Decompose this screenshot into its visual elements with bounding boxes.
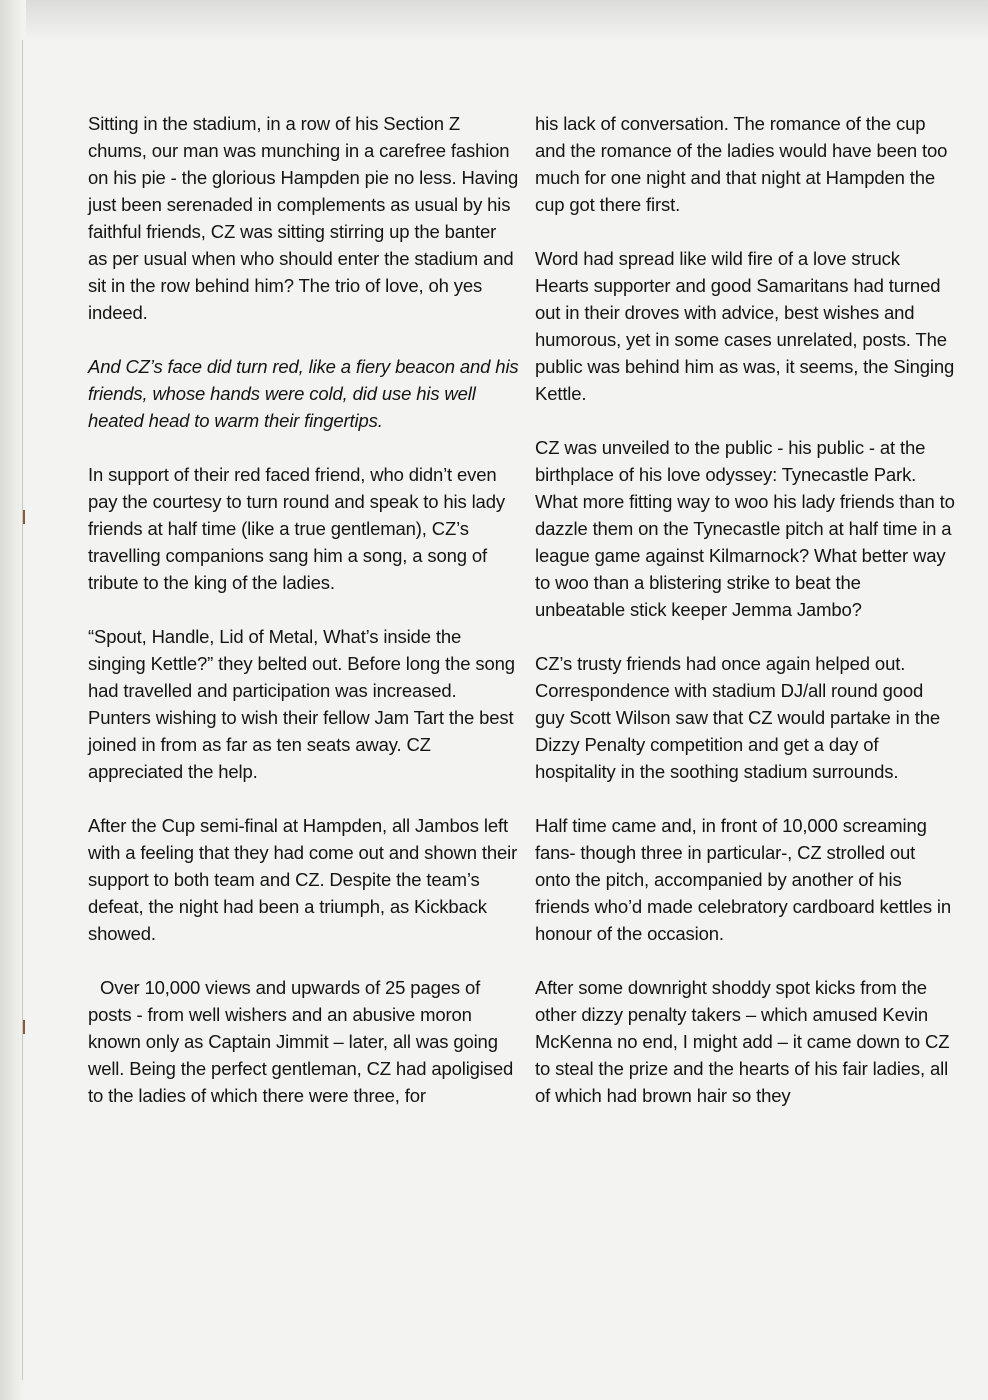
paragraph: CZ’s trusty friends had once again helped out. Correspondence with stadium DJ/all round good guy Scott Wilson saw that CZ would partake in the Dizzy Penalty competition and get a day of hospitality in the soothing stadium surrounds.: [535, 653, 940, 782]
paragraph: his lack of conversation. The romance of the cup and the romance of the ladies would have been too much for one night and that night at Hampden the cup got there first.: [535, 113, 948, 215]
gutter-fold-line: [22, 40, 23, 1380]
italic-verse: And CZ’s face did turn red, like a fiery beacon and his friends, whose hands were cold, did use his well heated head to warm their fingertips.: [88, 356, 519, 431]
binding-mark: [23, 510, 25, 524]
paragraph: In support of their red faced friend, who didn’t even pay the courtesy to turn round and speak to his lady friends at half time (like a true gentleman), CZ’s travelling companions sang him a song, a song of tribute to the king of the ladies.: [88, 464, 505, 593]
paragraph: After the Cup semi-final at Hampden, all Jambos left with a feeling that they had come out and shown their support to both team and CZ. Despite the team’s defeat, the night had been a triumph, as Kickback showed.: [88, 815, 518, 944]
paragraph: Half time came and, in front of 10,000 screaming fans- though three in particular-, CZ strolled out onto the pitch, accompanied by another of his friends who’d made celebratory cardboard kettles in honour of the occasion.: [535, 815, 952, 944]
paragraph: CZ was unveiled to the public - his public - at the birthplace of his love odyssey: Tynecastle Park. What more fitting way to woo his lady friends than to dazzle them on the Tynecastle pitch at half time in a league game against Kilmarnock? What better way to woo than a blistering strike to beat the unbeatable stick keeper Jemma Jambo?: [535, 437, 955, 620]
scan-shadow: [0, 0, 988, 42]
paragraph: Word had spread like wild fire of a love struck Hearts supporter and good Samaritans had turned out in their droves with advice, best wishes and humorous, yet in some cases unrelated, posts. The public was behind him as was, it seems, the Singing Kettle.: [535, 248, 955, 404]
binding-mark: [23, 1020, 25, 1034]
paragraph: “Spout, Handle, Lid of Metal, What’s inside the singing Kettle?” they belted out. Before long the song had travelled and participation was increased. Punters wishing to wish their fellow Jam Tart the best joined in from as far as ten seats away. CZ appreciated the help.: [88, 626, 515, 782]
paragraph: Over 10,000 views and upwards of 25 pages of posts - from well wishers and an abusive moron known only as Captain Jimmit – later, all was going well. Being the perfect gentleman, CZ had apoligised to the ladies of which there were three, for: [88, 977, 514, 1106]
left-column: [88, 110, 520, 1136]
paragraph: After some downright shoddy spot kicks from the other dizzy penalty takers – which amused Kevin McKenna no end, I might add – it came down to CZ to steal the prize and the hearts of his fair ladies, all of which had brown hair so they: [535, 977, 950, 1106]
paragraph: Sitting in the stadium, in a row of his Section Z chums, our man was munching in a carefree fashion on his pie - the glorious Hampden pie no less. Having just been serenaded in complements as usual by his faithful friends, CZ was sitting stirring up the banter as per usual when who should enter the stadium and sit in the row behind him? The trio of love, oh yes indeed.: [88, 113, 519, 323]
right-column: [535, 110, 955, 1350]
